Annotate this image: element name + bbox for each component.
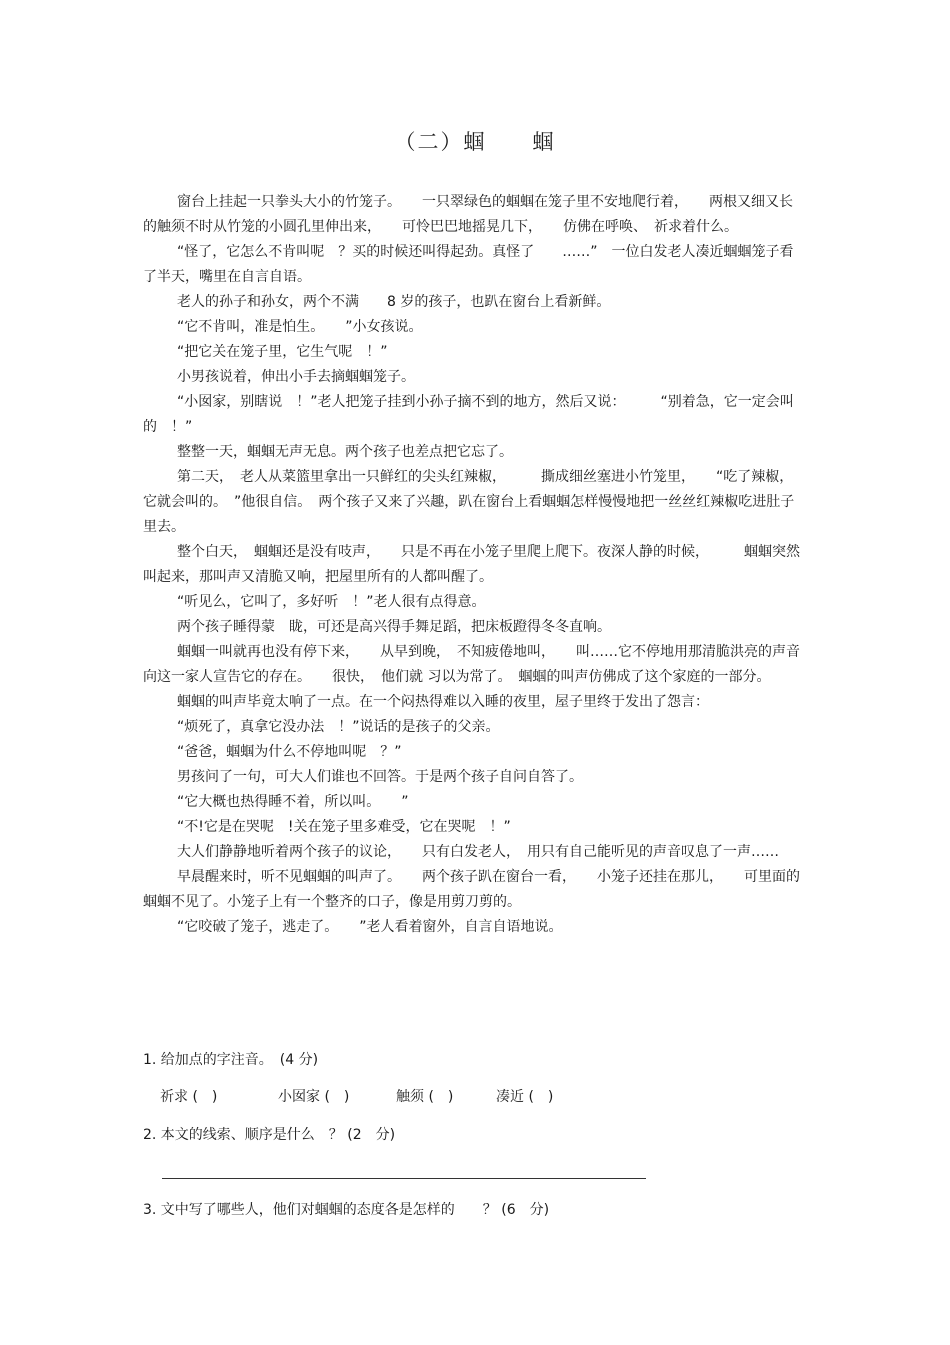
- paragraph: 整整一天，蝈蝈无声无息。两个孩子也差点把它忘了。: [177, 444, 513, 460]
- paragraph: “它咬破了笼子，逃走了。 ”老人看着窗外，自言自语地说。: [177, 919, 563, 935]
- paragraph: 窗台上挂起一只拳头大小的竹笼子。 一只翠绿色的蝈蝈在笼子里不安地爬行着， 两根又细又长的触须不时从竹笼的小圆孔里伸出来， 可怜巴巴地摇晃几下， 仿佛在呼唤、 祈求着什么。: [143, 194, 793, 235]
- question-2: 2. 本文的线索、顺序是什么 ？ (2 分): [143, 1127, 396, 1143]
- question-3: 3. 文中写了哪些人，他们对蝈蝈的态度各是怎样的 ？ (6 分): [143, 1202, 550, 1218]
- blank-coujin[interactable]: 凑近 ( ): [496, 1089, 554, 1105]
- page-title: [0, 126, 950, 156]
- paragraph: 整个白天， 蝈蝈还是没有吱声， 只是不再在小笼子里爬上爬下。夜深人静的时候， 蝈蝈突然叫起来，那叫声又清脆又响，把屋里所有的人都叫醒了。: [143, 544, 800, 585]
- blank-chuxu[interactable]: 触须 ( ): [396, 1089, 454, 1105]
- paragraph: “烦死了，真拿它没办法 ！”说话的是孩子的父亲。: [177, 719, 500, 735]
- blank-qiqiu[interactable]: 祈求 ( ): [160, 1089, 218, 1105]
- pinyin-blanks: [160, 1086, 553, 1106]
- paragraph: “爸爸，蝈蝈为什么不停地叫呢 ？”: [177, 744, 402, 760]
- paragraph: 男孩问了一句，可大人们谁也不回答。于是两个孩子自问自答了。: [177, 769, 583, 785]
- paragraph: “不!它是在哭呢 !关在笼子里多难受，它在哭呢 ！”: [177, 819, 511, 835]
- blank-xiaonanjia[interactable]: 小囡家 ( ): [278, 1089, 350, 1105]
- title-part-1: （二）蝈: [394, 130, 487, 154]
- paragraph: “它大概也热得睡不着，所以叫。 ”: [177, 794, 409, 810]
- paragraph: 两个孩子睡得蒙 眬，可还是高兴得手舞足蹈，把床板蹬得冬冬直响。: [177, 619, 611, 635]
- story-body: [143, 190, 805, 940]
- paragraph: 蝈蝈一叫就再也没有停下来， 从早到晚， 不知疲倦地叫， 叫……它不停地用那清脆洪亮的声音向这一家人宣告它的存在。 很快， 他们就 习以为常了。 蝈蝈的叫声仿佛成了这个家庭的一部分。: [143, 644, 800, 685]
- paragraph: 大人们静静地听着两个孩子的议论， 只有白发老人， 用只有自己能听见的声音叹息了一声……: [177, 844, 779, 860]
- paragraph: 小男孩说着，伸出小手去摘蝈蝈笼子。: [177, 369, 415, 385]
- paragraph: “怪了，它怎么不肯叫呢 ？买的时候还叫得起劲。真怪了 ……” 一位白发老人凑近蝈蝈笼子看了半天，嘴里在自言自语。: [143, 244, 794, 285]
- paragraph: 蝈蝈的叫声毕竟太响了一点。在一个闷热得难以入睡的夜里，屋子里终于发出了怨言：: [177, 694, 709, 710]
- paragraph: “听见么，它叫了，多好听 ！”老人很有点得意。: [177, 594, 486, 610]
- paragraph: “它不肯叫，准是怕生。 ”小女孩说。: [177, 319, 423, 335]
- paragraph: 第二天， 老人从菜篮里拿出一只鲜红的尖头红辣椒， 撕成细丝塞进小竹笼里， “吃了辣椒，它就会叫的。 ”他很自信。 两个孩子又来了兴趣，趴在窗台上看蝈蝈怎样慢慢地把一丝丝红辣椒吃进肚子里去。: [143, 469, 795, 535]
- title-part-2: 蝈: [532, 130, 556, 154]
- answer-line[interactable]: [162, 1178, 646, 1179]
- paragraph: “小囡家，别瞎说 ！”老人把笼子挂到小孙子摘不到的地方，然后又说： “别着急，它一定会叫的 ！”: [143, 394, 794, 435]
- question-1: 1. 给加点的字注音。 (4 分): [143, 1052, 319, 1068]
- paragraph: 老人的孙子和孙女，两个不满 8 岁的孩子，也趴在窗台上看新鲜。: [177, 294, 611, 310]
- paragraph: 早晨醒来时，听不见蝈蝈的叫声了。 两个孩子趴在窗台一看， 小笼子还挂在那儿， 可里面的蝈蝈不见了。小笼子上有一个整齐的口子，像是用剪刀剪的。: [143, 869, 800, 910]
- paragraph: “把它关在笼子里，它生气呢 ！”: [177, 344, 388, 360]
